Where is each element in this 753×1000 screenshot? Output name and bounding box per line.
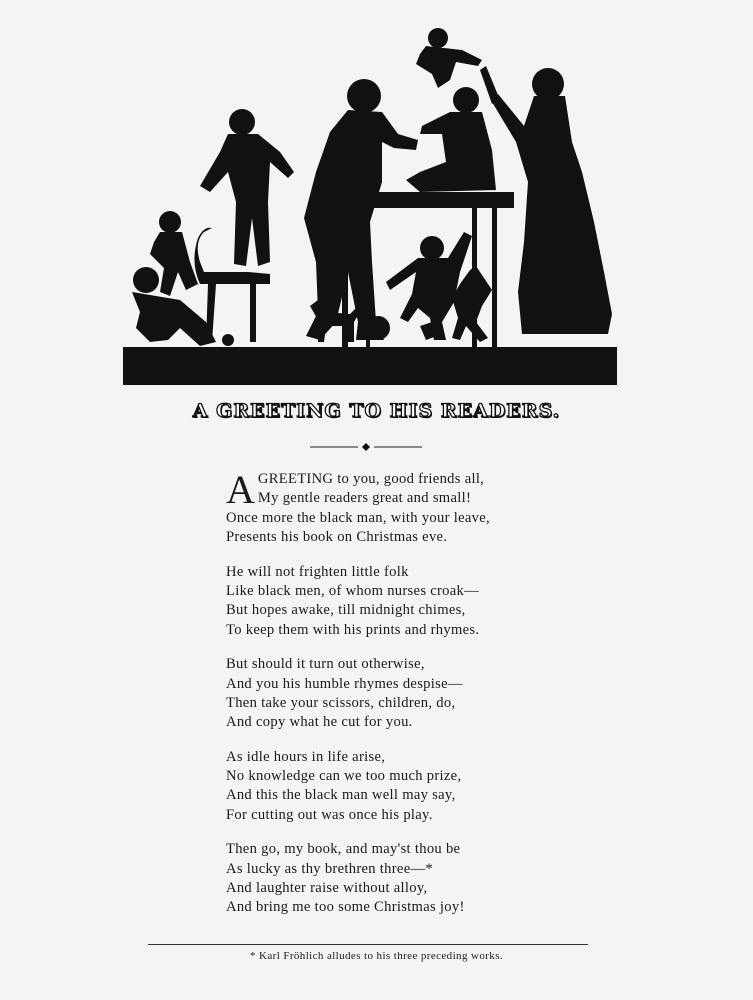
poem-line: But should it turn out otherwise, xyxy=(226,656,425,673)
poem-line: No knowledge can we too much prize, xyxy=(226,768,462,785)
poem-line: Then take your scissors, children, do, xyxy=(226,694,456,711)
poem xyxy=(226,467,556,933)
poem-line: Then go, my book, and may'st thou be xyxy=(226,841,461,858)
poem-stanza-5 xyxy=(226,840,556,918)
poem-line: For cutting out was once his play. xyxy=(226,806,433,823)
poem-stanza-4 xyxy=(226,748,556,826)
poem-line: Like black men, of whom nurses croak— xyxy=(226,582,480,599)
poem-line: As lucky as thy brethren three—* xyxy=(226,860,433,877)
poem-line: He will not frighten little folk xyxy=(226,563,409,580)
poem-line: To keep them with his prints and rhymes. xyxy=(226,621,480,638)
family-silhouette-illustration xyxy=(120,22,620,387)
poem-line: My gentle readers great and small! xyxy=(257,490,472,507)
poem-line: As idle hours in life arise, xyxy=(226,748,386,765)
poem-line: Once more the black man, with your leave, xyxy=(226,509,490,526)
poem-line: Presents his book on Christmas eve. xyxy=(226,529,448,546)
footnote: * Karl Fröhlich alludes to his three preceding works. xyxy=(249,950,504,962)
poem-line: But hopes awake, till midnight chimes, xyxy=(226,602,466,619)
poem-line: And copy what he cut for you. xyxy=(226,714,413,731)
page-title: A GREETING TO HIS READERS. xyxy=(192,400,561,422)
drop-cap-letter: A xyxy=(226,467,255,512)
title-ornament-divider xyxy=(306,442,426,452)
poem-stanza-2 xyxy=(226,563,556,641)
poem-line: And you his humble rhymes despise— xyxy=(226,675,463,692)
poem-line: And bring me too some Christmas joy! xyxy=(226,899,465,916)
poem-line: And laughter raise without alloy, xyxy=(226,880,428,897)
poem-line: And this the black man well may say, xyxy=(226,787,456,804)
poem-stanza-3 xyxy=(226,655,556,733)
poem-line: GREETING to you, good friends all, xyxy=(257,471,485,487)
footnote-rule xyxy=(148,944,588,945)
poem-stanza-1 xyxy=(226,467,556,548)
